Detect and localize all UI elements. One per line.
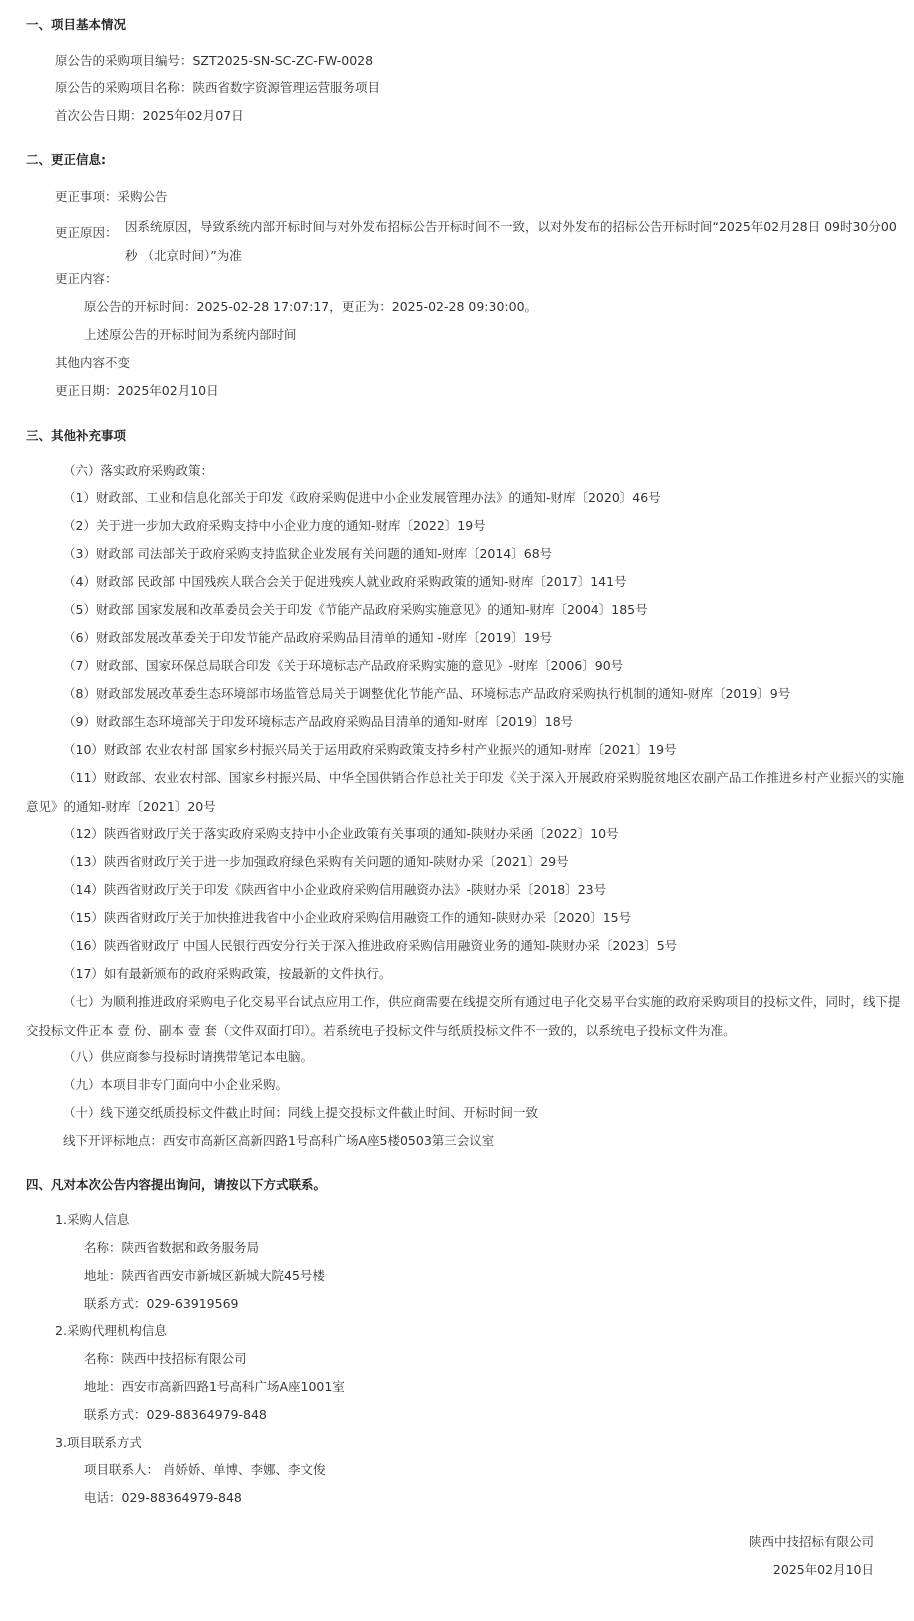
supplement-item-7: （七）为顺利推进政府采购电子化交易平台试点应用工作，供应商需要在线提交所有通过电子化交易平台实施的政府采购项目的投标文件，同时，线下提交投标文件正本 壹 份、副本 壹 套（文件双面打印）。若系统电子投标文件与纸质投标文件不一致的，以系统电子投标文件为准。 — [26, 994, 901, 1038]
other-content-unchanged: 其他内容不变 — [55, 355, 131, 370]
policy-item: （13）陕西省财政厅关于进一步加强政府绿色采购有关问题的通知-陕财办采〔2021〕29号 — [63, 854, 569, 869]
agency-address: 地址：西安市高新四路1号高科广场A座1001室 — [84, 1379, 345, 1394]
original-project-number: 原公告的采购项目编号：SZT2025-SN-SC-ZC-FW-0028 — [55, 53, 374, 68]
purchaser-info-title: 1.采购人信息 — [55, 1212, 130, 1227]
section-3-title: 三、其他补充事项 — [26, 428, 127, 443]
correction-reason-label: 更正原因： — [55, 225, 118, 240]
footer-date: 2025年02月10日 — [772, 1562, 874, 1577]
policy-item: （2）关于进一步加大政府采购支持中小企业力度的通知-财库〔2022〕19号 — [63, 518, 486, 533]
agency-phone: 联系方式：029-88364979-848 — [84, 1407, 267, 1422]
policy-item: （3）财政部 司法部关于政府采购支持监狱企业发展有关问题的通知-财库〔2014〕68号 — [63, 546, 553, 561]
policy-item: （4）财政部 民政部 中国残疾人联合会关于促进残疾人就业政府采购政策的通知-财库〔2017〕141号 — [63, 574, 627, 589]
agency-name: 名称：陕西中技招标有限公司 — [84, 1351, 247, 1366]
correction-reason-text: 因系统原因，导致系统内部开标时间与对外发布招标公告开标时间不一致，以对外发布的招标公告开标时间“2025年02月28日 09时30分00秒 （北京时间）”为准 — [125, 219, 897, 263]
supplement-item-9: （九）本项目非专门面向中小企业采购。 — [63, 1077, 289, 1092]
policy-item: （14）陕西省财政厅关于印发《陕西省中小企业政府采购信用融资办法》-陕财办采〔2018〕23号 — [63, 882, 607, 897]
policy-item: （15）陕西省财政厅关于加快推进我省中小企业政府采购信用融资工作的通知-陕财办采〔2020〕15号 — [63, 910, 632, 925]
project-contact-people: 项目联系人： 肖娇娇、单博、李娜、李文俊 — [84, 1462, 326, 1477]
section-2-title: 二、更正信息: — [26, 152, 106, 167]
policy-item: （5）财政部 国家发展和改革委员会关于印发《节能产品政府采购实施意见》的通知-财库〔2004〕185号 — [63, 602, 648, 617]
policy-item: （8）财政部发展改革委生态环境部市场监管总局关于调整优化节能产品、环境标志产品政府采购执行机制的通知-财库〔2019〕9号 — [63, 686, 791, 701]
policy-item: （6）财政部发展改革委关于印发节能产品政府采购品目清单的通知 -财库〔2019〕19号 — [63, 630, 553, 645]
correction-content-label: 更正内容： — [55, 271, 118, 286]
policy-item: （7）财政部、国家环保总局联合印发《关于环境标志产品政府采购实施的意见》-财库〔2006〕90号 — [63, 658, 624, 673]
bid-opening-location: 线下开评标地点：西安市高新区高新四路1号高科广场A座5楼0503第三会议室 — [63, 1133, 495, 1148]
agency-info-title: 2.采购代理机构信息 — [55, 1323, 167, 1338]
correction-item: 更正事项：采购公告 — [55, 189, 168, 204]
project-contact-phone: 电话：029-88364979-848 — [84, 1490, 242, 1505]
purchaser-name: 名称：陕西省数据和政务服务局 — [84, 1240, 260, 1255]
correction-content-line-1: 原公告的开标时间：2025-02-28 17:07:17，更正为：2025-02-28 09:30:00。 — [84, 299, 538, 314]
correction-date: 更正日期：2025年02月10日 — [55, 383, 219, 398]
policy-item: （10）财政部 农业农村部 国家乡村振兴局关于运用政府采购政策支持乡村产业振兴的通知-财库〔2021〕19号 — [63, 742, 677, 757]
policy-item: （9）财政部生态环境部关于印发环境标志产品政府采购品目清单的通知-财库〔2019〕18号 — [63, 714, 574, 729]
supplement-item-10: （十）线下递交纸质投标文件截止时间：同线上提交投标文件截止时间、开标时间一致 — [63, 1105, 539, 1120]
policy-item: （16）陕西省财政厅 中国人民银行西安分行关于深入推进政府采购信用融资业务的通知-陕财办采〔2023〕5号 — [63, 938, 678, 953]
first-announcement-date: 首次公告日期：2025年02月07日 — [55, 108, 244, 123]
original-project-name: 原公告的采购项目名称：陕西省数字资源管理运营服务项目 — [55, 80, 381, 95]
project-contact-title: 3.项目联系方式 — [55, 1435, 142, 1450]
policy-item-11: （11）财政部、农业农村部、国家乡村振兴局、中华全国供销合作总社关于印发《关于深入开展政府采购脱贫地区农副产品工作推进乡村产业振兴的实施意见》的通知-财库〔2021〕20号 — [26, 770, 904, 814]
policy-item: （1）财政部、工业和信息化部关于印发《政府采购促进中小企业发展管理办法》的通知-财库〔2020〕46号 — [63, 490, 661, 505]
policy-heading: （六）落实政府采购政策： — [63, 463, 214, 478]
correction-content-line-2: 上述原公告的开标时间为系统内部时间 — [84, 327, 297, 342]
footer-company: 陕西中技招标有限公司 — [748, 1534, 874, 1549]
purchaser-address: 地址：陕西省西安市新城区新城大院45号楼 — [84, 1268, 325, 1283]
supplement-item-8: （八）供应商参与投标时请携带笔记本电脑。 — [63, 1049, 314, 1064]
purchaser-phone: 联系方式：029-63919569 — [84, 1296, 239, 1311]
section-1-title: 一、项目基本情况 — [26, 17, 127, 32]
section-4-title: 四、凡对本次公告内容提出询问，请按以下方式联系。 — [26, 1177, 327, 1192]
policy-item: （12）陕西省财政厅关于落实政府采购支持中小企业政策有关事项的通知-陕财办采函〔2022〕10号 — [63, 826, 619, 841]
policy-item: （17）如有最新颁布的政府采购政策，按最新的文件执行。 — [63, 966, 392, 981]
